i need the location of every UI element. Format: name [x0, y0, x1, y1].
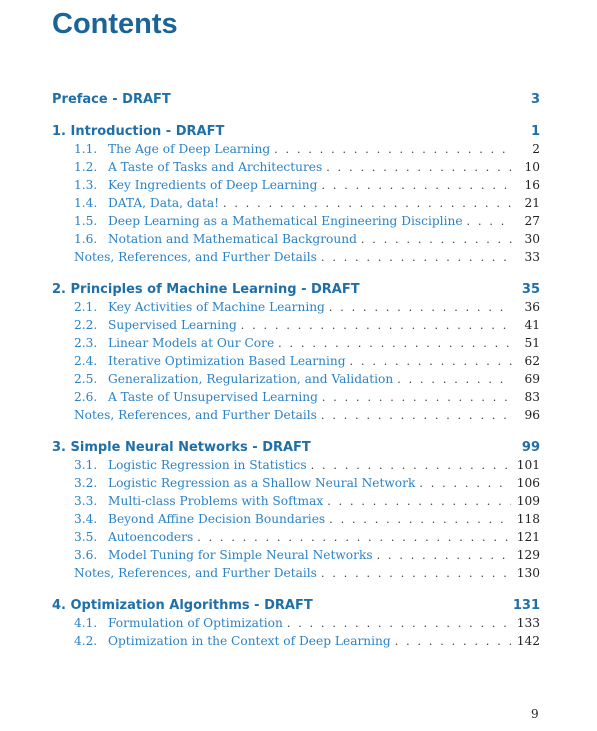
toc-entry[interactable]	[52, 512, 540, 530]
entry-number: 2.3.	[74, 336, 98, 350]
entry-page: 36	[524, 300, 540, 314]
toc-entry[interactable]	[52, 178, 540, 196]
toc-entry[interactable]	[52, 196, 540, 214]
toc-entry[interactable]	[52, 336, 540, 354]
entry-number: 3.4.	[74, 512, 98, 526]
entry-title: Multi-class Problems with Softmax	[108, 494, 324, 508]
table-of-contents	[52, 92, 540, 652]
entry-number: 3.1.	[74, 458, 98, 472]
toc-entry[interactable]	[52, 232, 540, 250]
dot-leader	[321, 251, 512, 264]
toc-entry[interactable]	[52, 548, 540, 566]
dot-leader	[241, 319, 512, 332]
toc-entry[interactable]	[52, 616, 540, 634]
entry-title: Supervised Learning	[108, 318, 237, 332]
entry-page: 41	[524, 318, 540, 332]
toc-entry[interactable]	[52, 494, 540, 512]
entry-title: Notation and Mathematical Background	[108, 232, 357, 246]
dot-leader	[311, 459, 511, 472]
entry-number: 2.1.	[74, 300, 98, 314]
dot-leader	[350, 355, 512, 368]
entry-title: Notes, References, and Further Details	[74, 250, 317, 264]
entry-number: 1.6.	[74, 232, 98, 246]
entry-number: 3.2.	[74, 476, 98, 490]
dot-leader	[326, 161, 512, 174]
dot-leader	[197, 531, 511, 544]
toc-chapter[interactable]	[52, 440, 540, 458]
entry-page: 118	[516, 512, 540, 526]
dot-leader	[361, 233, 512, 246]
dot-leader	[321, 567, 511, 580]
chapter-page: 99	[521, 440, 540, 455]
entry-page: 133	[516, 616, 540, 630]
entry-number: 4.1.	[74, 616, 98, 630]
dot-leader	[329, 301, 512, 314]
toc-entry[interactable]	[52, 390, 540, 408]
entry-page: 16	[524, 178, 540, 192]
dot-leader	[395, 635, 511, 648]
chapter-page: 1	[530, 124, 540, 139]
entry-title: Key Ingredients of Deep Learning	[108, 178, 318, 192]
entry-number: 2.5.	[74, 372, 98, 386]
dot-leader	[397, 373, 512, 386]
chapter-title: 1. Introduction - DRAFT	[52, 124, 225, 139]
entry-title: Key Activities of Machine Learning	[108, 300, 325, 314]
page-title: Contents	[52, 8, 178, 40]
entry-title: DATA, Data, data!	[108, 196, 219, 210]
toc-chapter[interactable]	[52, 598, 540, 616]
entry-title: Generalization, Regularization, and Validation	[108, 372, 394, 386]
entry-number: 1.4.	[74, 196, 98, 210]
page-number: 9	[531, 707, 539, 721]
chapter-title: Preface - DRAFT	[52, 92, 171, 107]
toc-entry[interactable]	[52, 372, 540, 390]
entry-number: 1.1.	[74, 142, 98, 156]
entry-number: 1.5.	[74, 214, 98, 228]
entry-title: Model Tuning for Simple Neural Networks	[108, 548, 373, 562]
dot-leader	[274, 143, 512, 156]
toc-entry[interactable]	[52, 318, 540, 336]
entry-title: Notes, References, and Further Details	[74, 408, 317, 422]
entry-page: 109	[516, 494, 540, 508]
toc-entry[interactable]	[52, 214, 540, 232]
toc-entry[interactable]	[52, 160, 540, 178]
dot-leader	[321, 409, 512, 422]
entry-page: 21	[524, 196, 540, 210]
entry-page: 83	[524, 390, 540, 404]
entry-title: Logistic Regression in Statistics	[108, 458, 307, 472]
toc-entry[interactable]	[52, 250, 540, 268]
chapter-page: 35	[521, 282, 540, 297]
entry-number: 3.6.	[74, 548, 98, 562]
dot-leader	[223, 197, 512, 210]
entry-page: 69	[524, 372, 540, 386]
dot-leader	[321, 179, 512, 192]
entry-number: 2.6.	[74, 390, 98, 404]
entry-page: 129	[516, 548, 540, 562]
toc-entry[interactable]	[52, 300, 540, 318]
entry-page: 51	[524, 336, 540, 350]
entry-title: Beyond Affine Decision Boundaries	[108, 512, 326, 526]
entry-number: 2.2.	[74, 318, 98, 332]
entry-page: 2	[532, 142, 540, 156]
entry-page: 33	[524, 250, 540, 264]
entry-number: 1.3.	[74, 178, 98, 192]
entry-number: 4.2.	[74, 634, 98, 648]
dot-leader	[327, 495, 511, 508]
chapter-page: 131	[512, 598, 540, 613]
entry-title: Autoencoders	[108, 530, 194, 544]
chapter-title: 4. Optimization Algorithms - DRAFT	[52, 598, 313, 613]
dot-leader	[287, 617, 511, 630]
entry-page: 30	[524, 232, 540, 246]
entry-page: 130	[516, 566, 540, 580]
toc-chapter[interactable]	[52, 124, 540, 142]
dot-leader	[377, 549, 511, 562]
entry-page: 142	[516, 634, 540, 648]
toc-chapter[interactable]	[52, 92, 540, 110]
entry-page: 10	[524, 160, 540, 174]
entry-title: Linear Models at Our Core	[108, 336, 275, 350]
entry-number: 1.2.	[74, 160, 98, 174]
entry-page: 27	[524, 214, 540, 228]
entry-title: Logistic Regression as a Shallow Neural Network	[108, 476, 416, 490]
chapter-title: 2. Principles of Machine Learning - DRAFT	[52, 282, 360, 297]
dot-leader	[419, 477, 510, 490]
toc-entry[interactable]	[52, 530, 540, 548]
toc-entry[interactable]	[52, 408, 540, 426]
dot-leader	[329, 513, 511, 526]
entry-title: Notes, References, and Further Details	[74, 566, 317, 580]
toc-entry[interactable]	[52, 142, 540, 160]
dot-leader	[467, 215, 512, 228]
entry-page: 106	[516, 476, 540, 490]
toc-entry[interactable]	[52, 476, 540, 494]
toc-entry[interactable]	[52, 458, 540, 476]
entry-page: 62	[524, 354, 540, 368]
chapter-title: 3. Simple Neural Networks - DRAFT	[52, 440, 311, 455]
toc-entry[interactable]	[52, 566, 540, 584]
toc-chapter[interactable]	[52, 282, 540, 300]
toc-entry[interactable]	[52, 634, 540, 652]
entry-title: A Taste of Unsupervised Learning	[108, 390, 318, 404]
entry-number: 3.5.	[74, 530, 98, 544]
dot-leader	[278, 337, 512, 350]
entry-title: Optimization in the Context of Deep Learning	[108, 634, 391, 648]
entry-title: The Age of Deep Learning	[108, 142, 271, 156]
entry-page: 101	[516, 458, 540, 472]
dot-leader	[322, 391, 512, 404]
entry-page: 96	[524, 408, 540, 422]
entry-number: 3.3.	[74, 494, 98, 508]
entry-title: Formulation of Optimization	[108, 616, 283, 630]
entry-title: Deep Learning as a Mathematical Engineering Discipline	[108, 214, 463, 228]
chapter-page: 3	[530, 92, 540, 107]
entry-page: 121	[516, 530, 540, 544]
entry-title: A Taste of Tasks and Architectures	[108, 160, 323, 174]
entry-title: Iterative Optimization Based Learning	[108, 354, 346, 368]
entry-number: 2.4.	[74, 354, 98, 368]
toc-entry[interactable]	[52, 354, 540, 372]
